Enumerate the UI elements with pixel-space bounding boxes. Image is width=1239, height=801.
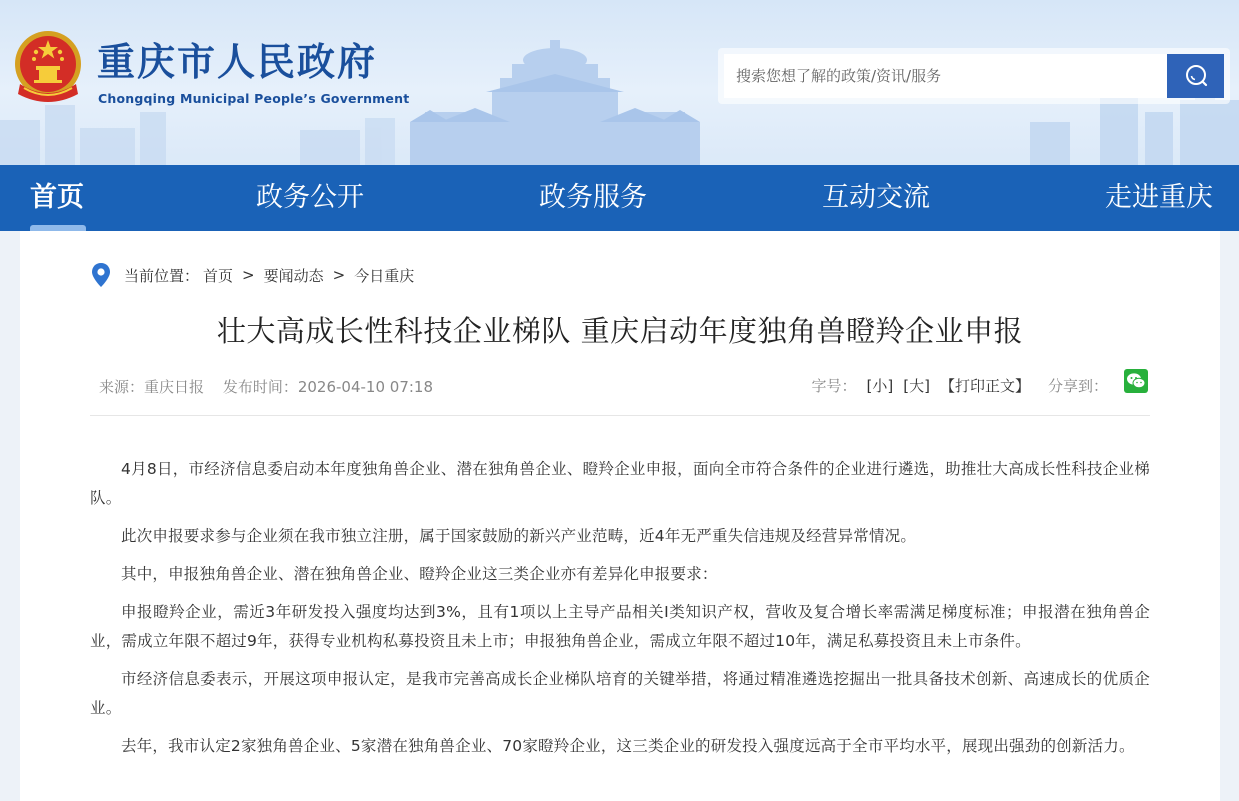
source-value: 重庆日报 [144,378,205,396]
nav-item-about-chongqing[interactable]: 走进重庆 [1105,182,1213,213]
article-card [20,231,1220,801]
meta-divider [90,415,1150,416]
wechat-icon [1126,372,1146,390]
breadcrumb-prefix: 当前位置： [124,266,200,285]
location-pin-icon [90,262,112,288]
font-size-label: 字号： [811,376,857,395]
font-small-button[interactable]: [小] [866,376,894,395]
article-paragraph: 申报瞪羚企业，需近3年研发投入强度均达到3%，且有1项以上主导产品相关Ⅰ类知识产权，营收及复合增长率需满足梯度标准；申报潜在独角兽企业，需成立年限不超过9年，获得专业机构私募投资且未上市；申报独角兽企业，需成立年限不超过10年，满足私募投资且未上市条件。 [90,603,1150,650]
article-paragraph: 市经济信息委表示，开展这项申报认定，是我市完善高成长企业梯队培育的关键举措，将通过精准遴选挖掘出一批具备技术创新、高速成长的优质企业。 [90,670,1150,717]
article-paragraph: 去年，我市认定2家独角兽企业、5家潜在独角兽企业、70家瞪羚企业，这三类企业的研发投入强度远高于全市平均水平，展现出强劲的创新活力。 [121,737,1135,755]
breadcrumb-link-news[interactable]: 要闻动态 [263,266,324,285]
nav-item-government-services[interactable]: 政务服务 [539,182,647,213]
site-header [0,0,1239,165]
article-meta [99,375,433,399]
search-icon [1183,63,1209,89]
article-paragraph: 4月8日，市经济信息委启动本年度独角兽企业、潜在独角兽企业、瞪羚企业申报，面向全市符合条件的企业进行遴选，助推壮大高成长性科技企业梯队。 [90,460,1150,507]
breadcrumb [90,261,414,289]
search-button[interactable] [1167,54,1224,98]
national-emblem-icon [12,28,84,106]
article-tools [812,367,1148,403]
breadcrumb-link-today[interactable]: 今日重庆 [354,266,415,285]
article-paragraph: 此次申报要求参与企业须在我市独立注册，属于国家鼓励的新兴产业范畴，近4年无严重失信违规及经营异常情况。 [121,527,917,545]
breadcrumb-separator: > [332,266,346,284]
search-box [718,48,1230,104]
nav-item-home[interactable]: 首页 [30,182,84,213]
site-subtitle: Chongqing Municipal People’s Government [98,91,410,106]
site-title[interactable]: 重庆市人民政府 [97,40,378,84]
article-title: 壮大高成长性科技企业梯队 重庆启动年度独角兽瞪羚企业申报 [216,314,1024,348]
article-body [90,455,1150,770]
share-label: 分享到： [1047,376,1108,395]
source-label: 来源： [99,378,145,396]
font-large-button[interactable]: [大] [903,376,930,395]
nav-item-government-affairs[interactable]: 政务公开 [256,182,364,213]
date-value: 2026-04-10 07:18 [297,378,433,396]
wechat-share-button[interactable] [1124,369,1148,393]
search-input[interactable] [724,54,1168,98]
date-label: 发布时间： [222,378,298,396]
article-paragraph: 其中，申报独角兽企业、潜在独角兽企业、瞪羚企业这三类企业亦有差异化申报要求： [121,565,718,583]
print-button[interactable]: 【打印正文】 [939,376,1030,395]
main-nav [0,165,1239,231]
breadcrumb-separator: > [242,266,255,284]
breadcrumb-link-home[interactable]: 首页 [203,266,234,285]
nav-item-interaction[interactable]: 互动交流 [822,182,930,213]
